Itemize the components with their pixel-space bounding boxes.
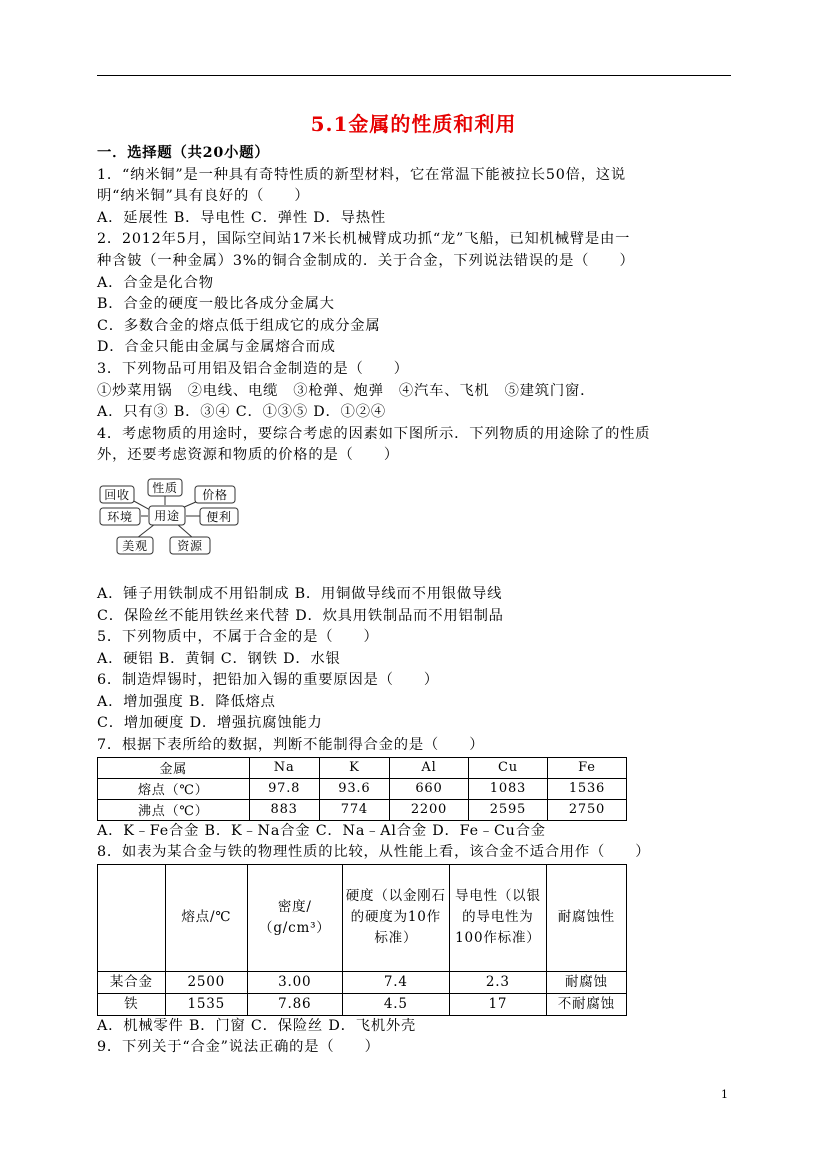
question-text: 5．下列物质中，不属于合金的是（ ）	[97, 629, 379, 646]
table-cell: 883	[249, 799, 319, 820]
table-row	[98, 778, 627, 799]
question-text: 明“纳米铜”具有良好的（ ）	[97, 188, 310, 205]
table-cell: 2200	[389, 799, 468, 820]
question-text: 7．根据下表所给的数据，判断不能制得合金的是（ ）	[97, 737, 485, 754]
table-header-cell: 密度/（g/cm³）	[247, 864, 342, 971]
question-text: 3．下列物品可用铝及铝合金制造的是（ ）	[97, 360, 409, 377]
metals-table	[97, 757, 627, 821]
node-price: 价格	[202, 487, 228, 502]
question-text: 8．如表为某合金与铁的物理性质的比较，从性能上看，该合金不适合用作（ ）	[97, 844, 651, 861]
table-cell: 铁	[98, 993, 166, 1015]
question-options: A．锤子用铁制成不用铅制成 B．用铜做导线而不用银做导线	[97, 585, 503, 602]
question-options: A．机械零件 B．门窗 C．保险丝 D．飞机外壳	[97, 1017, 417, 1034]
table-row	[98, 799, 627, 820]
question-items: ①炒菜用锅 ②电线、电缆 ③枪弹、炮弹 ④汽车、飞机 ⑤建筑门窗．	[97, 382, 596, 399]
page-number: 1	[721, 1088, 728, 1101]
node-convenience: 便利	[206, 509, 232, 524]
node-resources: 资源	[177, 538, 203, 553]
table-cell: 2750	[547, 799, 626, 820]
table-cell: 93.6	[319, 778, 389, 799]
question-text: 4．考虑物质的用途时，要综合考虑的因素如下图所示．下列物质的用途除了的性质	[97, 425, 651, 442]
document-body	[97, 143, 731, 1059]
table-cell: 774	[319, 799, 389, 820]
table-cell: 2.3	[449, 971, 546, 993]
question-options: C．增加硬度 D．增强抗腐蚀能力	[97, 715, 323, 732]
question-text: 1．“纳米铜”是一种具有奇特性质的新型材料，它在常温下能被拉长50倍，这说	[97, 166, 627, 183]
table-header-cell: 金属	[98, 757, 250, 778]
question-5	[97, 627, 731, 670]
question-options: A．K﹣Fe合金 B．K﹣Na合金 C．Na﹣Al合金 D．Fe﹣Cu合金	[97, 822, 546, 839]
table-header-cell: 硬度（以金刚石的硬度为10作标准）	[342, 864, 449, 971]
question-9	[97, 1037, 731, 1059]
table-header-cell: Cu	[468, 757, 547, 778]
question-options: A．只有③ B．③④ C．①③⑤ D．①②④	[97, 404, 386, 421]
question-text: 2．2012年5月，国际空间站17米长机械臂成功抓“龙”飞船，已知机械臂是由一	[97, 231, 631, 248]
page-title: 5.1金属的性质和利用	[310, 112, 517, 136]
question-options: A．延展性 B．导电性 C．弹性 D．导热性	[97, 209, 386, 226]
factors-diagram	[97, 474, 731, 580]
table-cell: 4.5	[342, 993, 449, 1015]
node-center: 用途	[154, 508, 180, 523]
factors-diagram-svg	[97, 474, 247, 580]
table-cell: 熔点（℃）	[98, 778, 250, 799]
table-cell: 7.86	[247, 993, 342, 1015]
table-cell: 17	[449, 993, 546, 1015]
question-options: A．硬铝 B．黄铜 C．钢铁 D．水银	[97, 650, 341, 667]
option-b: B．合金的硬度一般比各成分金属大	[97, 296, 335, 313]
option-c: C．多数合金的熔点低于组成它的成分金属	[97, 317, 381, 334]
table-header-cell: Al	[389, 757, 468, 778]
question-text: 外，还要考虑资源和物质的价格的是（ ）	[97, 447, 399, 464]
table-cell: 1083	[468, 778, 547, 799]
header-rule	[97, 75, 731, 76]
question-6	[97, 670, 731, 735]
table-header-cell: 导电性（以银的导电性为100作标准）	[449, 864, 546, 971]
section-heading: 一．选择题（共20小题）	[97, 145, 270, 161]
question-text: 9．下列关于“合金”说法正确的是（ ）	[97, 1039, 380, 1056]
table-header-cell: Fe	[547, 757, 626, 778]
node-recycle: 回收	[104, 487, 130, 502]
question-options: C．保险丝不能用铁丝来代替 D．炊具用铁制品而不用铝制品	[97, 607, 504, 624]
table-header-cell: K	[319, 757, 389, 778]
table-header-cell: Na	[249, 757, 319, 778]
node-environment: 环境	[107, 509, 133, 524]
table-cell: 660	[389, 778, 468, 799]
question-text: 种含铍（一种金属）3%的铜合金制成的．关于合金，下列说法错误的是（ ）	[97, 252, 635, 269]
question-2	[97, 229, 731, 359]
question-1	[97, 165, 731, 230]
table-cell: 某合金	[98, 971, 166, 993]
question-8	[97, 842, 731, 1037]
table-row	[98, 971, 627, 993]
node-properties: 性质	[152, 480, 178, 495]
question-3	[97, 359, 731, 424]
question-7	[97, 735, 731, 842]
table-cell: 沸点（℃）	[98, 799, 250, 820]
table-cell: 1536	[547, 778, 626, 799]
table-cell: 97.8	[249, 778, 319, 799]
table-header-row	[98, 864, 627, 971]
option-d: D．合金只能由金属与金属熔合而成	[97, 339, 336, 356]
table-header-cell	[98, 864, 166, 971]
table-header-row	[98, 757, 627, 778]
table-cell: 不耐腐蚀	[546, 993, 626, 1015]
table-cell: 2595	[468, 799, 547, 820]
node-aesthetics: 美观	[122, 538, 148, 553]
table-header-cell: 熔点/℃	[165, 864, 247, 971]
table-header-cell: 耐腐蚀性	[546, 864, 626, 971]
alloy-comparison-table	[97, 864, 627, 1016]
question-options: A．增加强度 B．降低熔点	[97, 693, 276, 710]
table-cell: 耐腐蚀	[546, 971, 626, 993]
table-cell: 2500	[165, 971, 247, 993]
question-4	[97, 424, 731, 627]
table-cell: 7.4	[342, 971, 449, 993]
option-a: A．合金是化合物	[97, 274, 214, 291]
table-row	[98, 993, 627, 1015]
table-cell: 3.00	[247, 971, 342, 993]
question-text: 6．制造焊锡时，把铅加入锡的重要原因是（ ）	[97, 672, 440, 689]
table-cell: 1535	[165, 993, 247, 1015]
